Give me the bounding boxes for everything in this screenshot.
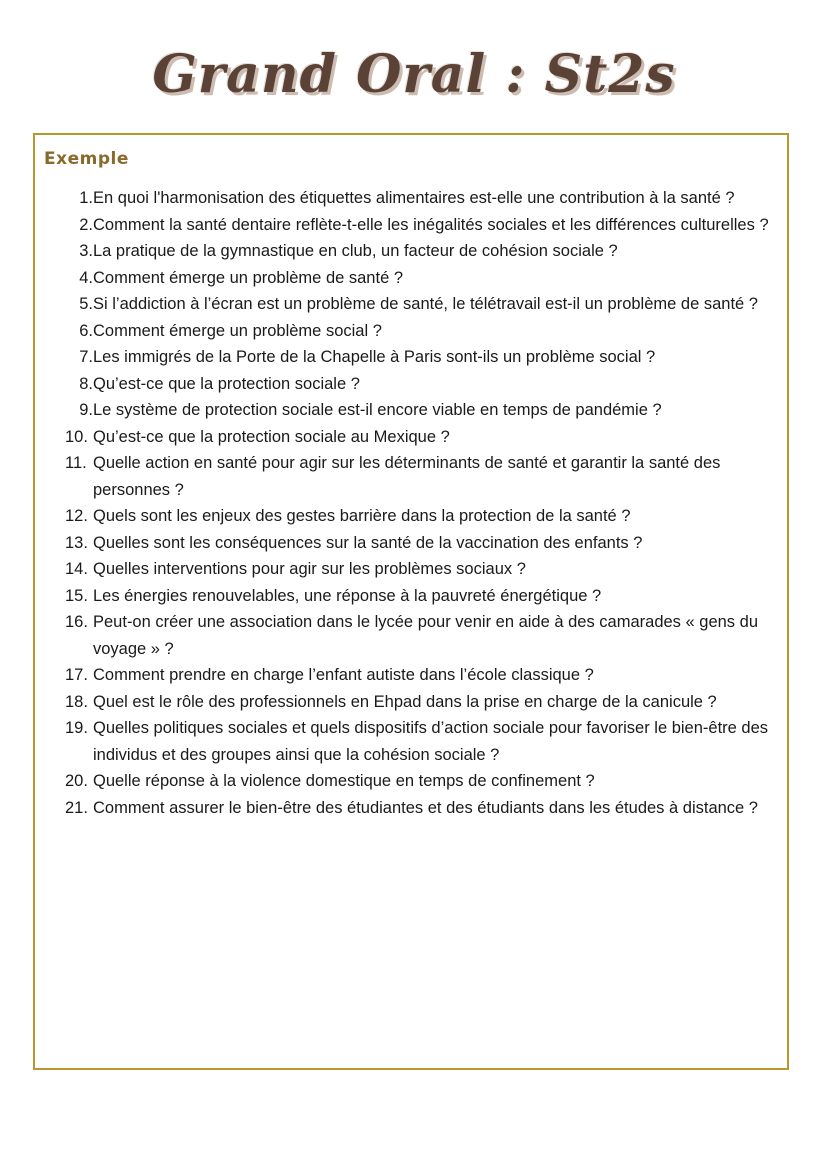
item-text: Les énergies renouvelables, une réponse à la pauvreté énergétique ? (93, 586, 602, 605)
section-label: Exemple (44, 149, 129, 169)
list-item (65, 397, 785, 424)
list-item (65, 212, 785, 239)
list-item (65, 609, 785, 662)
list-item (65, 530, 785, 557)
item-number: 10. (65, 427, 88, 446)
item-text: Le système de protection sociale est-il encore viable en temps de pandémie ? (93, 401, 662, 419)
item-number: 20. (65, 772, 88, 790)
item-number: 1. (79, 189, 93, 207)
example-box (33, 133, 789, 1070)
item-number: 11. (65, 454, 87, 472)
list-item (65, 662, 785, 689)
list-item (65, 265, 785, 292)
item-number: 13. (65, 533, 88, 552)
item-number: 7. (79, 348, 93, 366)
list-item (65, 689, 785, 716)
page-title: Grand Oral : St2s (152, 44, 676, 105)
item-number: 15. (65, 586, 88, 605)
list-item (65, 503, 785, 530)
list-item (65, 715, 785, 768)
item-text: Quelles politiques sociales et quels dispositifs d’action sociale pour favoriser le bien-être des individus et des groupes ainsi que la cohésion sociale ? (93, 719, 769, 764)
item-number: 8. (79, 374, 93, 393)
list-item (65, 344, 785, 371)
list-item (65, 238, 785, 265)
question-list (65, 185, 785, 821)
item-text: Quelle réponse à la violence domestique en temps de confinement ? (93, 772, 595, 790)
item-text: Quel est le rôle des professionnels en Ehpad dans la prise en charge de la canicule ? (93, 692, 717, 711)
item-text: Comment prendre en charge l’enfant autiste dans l’école classique ? (93, 666, 594, 684)
item-text: Comment assurer le bien-être des étudiantes et des étudiants dans les études à distance ? (93, 798, 758, 817)
item-number: 21. (65, 798, 88, 817)
list-item (65, 291, 785, 318)
item-number: 3. (79, 242, 93, 260)
item-text: Quelles sont les conséquences sur la santé de la vaccination des enfants ? (93, 533, 643, 552)
item-text: Comment la santé dentaire reflète-t-elle les inégalités sociales et les différences culturelles ? (93, 215, 769, 234)
item-number: 16. (65, 613, 88, 631)
list-item (65, 371, 785, 398)
item-number: 17. (65, 666, 88, 684)
item-text: Si l’addiction à l’écran est un problème de santé, le télétravail est-il un problème de santé ? (93, 295, 758, 313)
item-text: Quelle action en santé pour agir sur les déterminants de santé et garantir la santé des personnes ? (93, 454, 721, 499)
item-text: Quels sont les enjeux des gestes barrière dans la protection de la santé ? (93, 507, 631, 525)
list-item (65, 583, 785, 610)
item-number: 4. (79, 268, 93, 287)
item-number: 18. (65, 692, 88, 711)
list-item (65, 795, 785, 822)
item-text: Peut-on créer une association dans le lycée pour venir en aide à des camarades « gens du voyage » ? (93, 613, 758, 658)
item-number: 9. (79, 401, 93, 419)
list-item (65, 185, 785, 212)
list-item (65, 318, 785, 345)
list-item (65, 424, 785, 451)
item-text: Quelles interventions pour agir sur les problèmes sociaux ? (93, 560, 526, 578)
list-item (65, 450, 785, 503)
item-text: Qu’est-ce que la protection sociale au Mexique ? (93, 427, 450, 446)
item-number: 19. (65, 719, 88, 737)
item-text: Les immigrés de la Porte de la Chapelle à Paris sont-ils un problème social ? (93, 348, 656, 366)
item-text: La pratique de la gymnastique en club, un facteur de cohésion sociale ? (93, 242, 618, 260)
item-number: 12. (65, 507, 88, 525)
item-number: 14. (65, 560, 88, 578)
item-text: Qu’est-ce que la protection sociale ? (93, 374, 360, 393)
item-number: 2. (79, 215, 93, 234)
item-number: 6. (79, 321, 93, 340)
item-text: En quoi l'harmonisation des étiquettes alimentaires est-elle une contribution à la santé ? (93, 189, 735, 207)
item-text: Comment émerge un problème social ? (93, 321, 382, 340)
item-number: 5. (79, 295, 93, 313)
list-item (65, 556, 785, 583)
item-text: Comment émerge un problème de santé ? (93, 268, 404, 287)
list-item (65, 768, 785, 795)
